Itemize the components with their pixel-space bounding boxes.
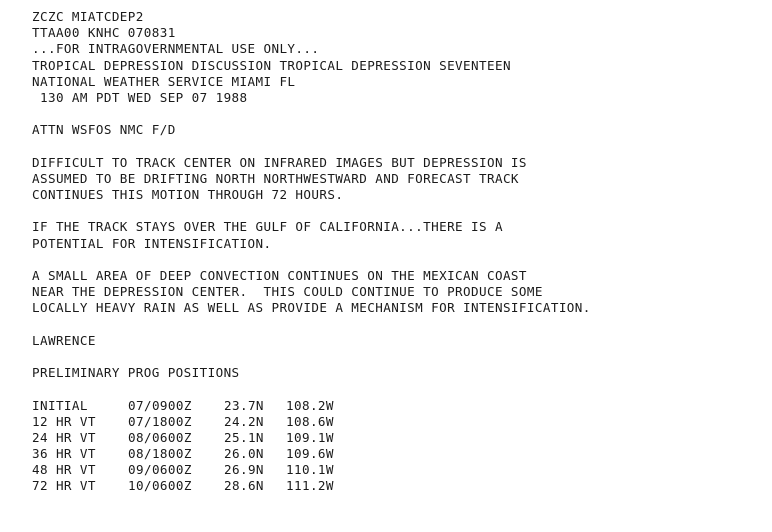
position-longitude: 111.2W (286, 478, 334, 494)
position-latitude: 28.6N (224, 478, 264, 494)
discussion-paragraph-1 (32, 155, 762, 204)
position-time: 10/0600Z (128, 478, 192, 494)
position-longitude: 108.2W (286, 397, 334, 413)
paragraph-line: POTENTIAL FOR INTENSIFICATION. (32, 235, 272, 251)
document-title: TROPICAL DEPRESSION DISCUSSION TROPICAL DEPRESSION SEVENTEEN (32, 57, 511, 73)
position-longitude: 109.1W (286, 429, 334, 445)
paragraph-line: LOCALLY HEAVY RAIN AS WELL AS PROVIDE A MECHANISM FOR INTENSIFICATION. (32, 300, 591, 316)
spacer (32, 252, 762, 268)
table-row (32, 430, 762, 446)
position-latitude: 24.2N (224, 413, 264, 429)
table-row (32, 462, 762, 478)
prog-positions-table (32, 398, 762, 495)
table-row (32, 414, 762, 430)
header-line: TTAA00 KNHC 070831 (32, 25, 176, 41)
table-row (32, 478, 762, 494)
issuing-office: NATIONAL WEATHER SERVICE MIAMI FL (32, 73, 296, 89)
position-longitude: 109.6W (286, 446, 334, 462)
paragraph-line: A SMALL AREA OF DEEP CONVECTION CONTINUES ON THE MEXICAN COAST (32, 268, 527, 283)
table-row (32, 398, 762, 414)
position-latitude: 26.9N (224, 462, 264, 478)
position-label: INITIAL (32, 397, 88, 413)
position-time: 08/1800Z (128, 446, 192, 462)
forecaster-signature: LAWRENCE (32, 332, 96, 348)
header-line: ...FOR INTRAGOVERNMENTAL USE ONLY... (32, 41, 320, 57)
discussion-paragraph-3 (32, 268, 762, 317)
spacer (32, 349, 762, 365)
teletype-document (32, 9, 762, 495)
position-time: 09/0600Z (128, 462, 192, 478)
paragraph-line: ASSUMED TO BE DRIFTING NORTH NORTHWESTWARD AND FORECAST TRACK (32, 170, 519, 186)
position-label: 12 HR VT (32, 413, 96, 429)
spacer (32, 139, 762, 155)
header-block (32, 9, 762, 106)
position-time: 08/0600Z (128, 429, 192, 445)
spacer (32, 106, 762, 122)
discussion-paragraph-2 (32, 219, 762, 251)
paragraph-line: DIFFICULT TO TRACK CENTER ON INFRARED IMAGES BUT DEPRESSION IS (32, 154, 527, 170)
spacer (32, 381, 762, 397)
prog-positions-title: PRELIMINARY PROG POSITIONS (32, 365, 240, 381)
position-latitude: 25.1N (224, 429, 264, 445)
position-label: 24 HR VT (32, 429, 96, 445)
position-label: 48 HR VT (32, 462, 96, 478)
position-latitude: 26.0N (224, 446, 264, 462)
table-row (32, 446, 762, 462)
paragraph-line: IF THE TRACK STAYS OVER THE GULF OF CALIFORNIA...THERE IS A (32, 219, 503, 235)
paragraph-line: CONTINUES THIS MOTION THROUGH 72 HOURS. (32, 187, 344, 203)
position-time: 07/0900Z (128, 397, 192, 413)
position-time: 07/1800Z (128, 413, 192, 429)
position-label: 36 HR VT (32, 446, 96, 462)
spacer (32, 317, 762, 333)
spacer (32, 203, 762, 219)
position-latitude: 23.7N (224, 397, 264, 413)
issue-time: 130 AM PDT WED SEP 07 1988 (32, 89, 248, 105)
paragraph-line: NEAR THE DEPRESSION CENTER. THIS COULD CONTINUE TO PRODUCE SOME (32, 284, 543, 300)
position-longitude: 110.1W (286, 462, 334, 478)
position-label: 72 HR VT (32, 478, 96, 494)
attn-line: ATTN WSFOS NMC F/D (32, 122, 176, 138)
position-longitude: 108.6W (286, 413, 334, 429)
header-line: ZCZC MIATCDEP2 (32, 9, 144, 24)
